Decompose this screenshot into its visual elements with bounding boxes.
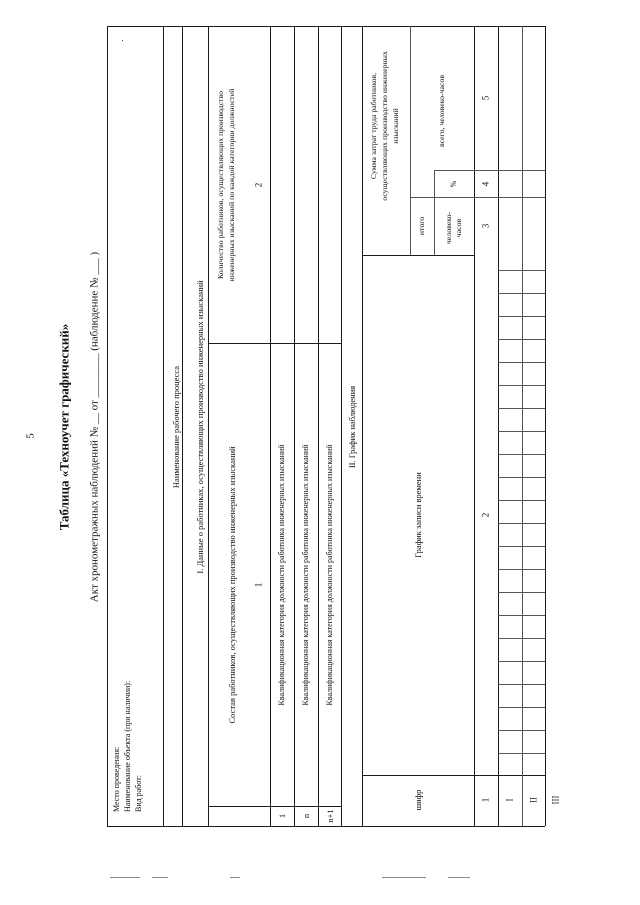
cipher-header: шифр <box>412 789 423 811</box>
scan-mark <box>382 877 426 878</box>
section1-row-text: Квалификационная категория должности работника инженерных изысканий <box>277 444 286 706</box>
sum-header-line2: осуществляющих производство инженерных <box>380 51 390 201</box>
man-hours-line1: человеко- <box>444 211 454 245</box>
col-number: 3 <box>480 223 491 229</box>
sum-header-line1: Сумма затрат труда работников, <box>369 72 379 180</box>
col-number: 1 <box>480 797 491 803</box>
section2-row-label: II <box>528 797 539 803</box>
sum-header-line3: изысканий <box>391 108 401 144</box>
section1-col2-number: 2 <box>253 182 264 188</box>
table-title: Таблица «Техноучет графический» <box>56 323 72 531</box>
total-all-label: всего, человеко-часов <box>437 74 447 148</box>
section1-col2-header-line1: Количество работников, осуществляющих производство <box>216 90 226 280</box>
col-number: 5 <box>480 95 491 101</box>
section1-title: I. Данные о работниках, осуществляющих производство инженерных изысканий <box>194 280 205 574</box>
work-type-label: Вид работ: <box>134 775 143 812</box>
process-name-label: Наименование рабочего процесса <box>170 365 181 489</box>
col-number: 2 <box>480 512 491 518</box>
scan-mark <box>448 877 470 878</box>
percent-label: % <box>449 180 458 188</box>
act-title: Акт хронометражных наблюдений № __ от ________ (наблюдение № ___ ) <box>88 251 101 603</box>
page-number: 5 <box>24 433 37 439</box>
man-hours-line2: часов <box>454 218 464 238</box>
total-label: итого <box>417 216 427 236</box>
section1-col2-header-line2: инженерных изысканий по каждой категории должностей <box>227 88 237 282</box>
section1-row-text: Квалификационная категория должности работника инженерных изысканий <box>325 444 334 706</box>
section2-title: II. График наблюдения <box>346 385 357 469</box>
section2-row-label: I <box>504 798 515 802</box>
section1-col1-number: 1 <box>253 582 264 588</box>
scan-mark <box>110 877 140 878</box>
place-label: Место проведения: <box>112 746 121 812</box>
time-recording-header: График записи времени <box>412 472 423 558</box>
section1-row-text: Квалификационная категория должности работника инженерных изысканий <box>301 444 310 706</box>
scan-mark <box>152 877 168 878</box>
object-name-label: Наименование объекта (при наличии): <box>123 680 132 812</box>
col-number: 4 <box>480 181 491 187</box>
section1-row-number: n <box>300 813 311 819</box>
section1-row-number: 1 <box>276 813 287 819</box>
section1-row-number: n+1 <box>324 809 335 823</box>
section2-row-label: III <box>550 795 561 805</box>
section1-col1-header: Состав работников, осуществляющих производство инженерных изысканий <box>226 446 237 724</box>
scan-mark <box>230 877 240 878</box>
